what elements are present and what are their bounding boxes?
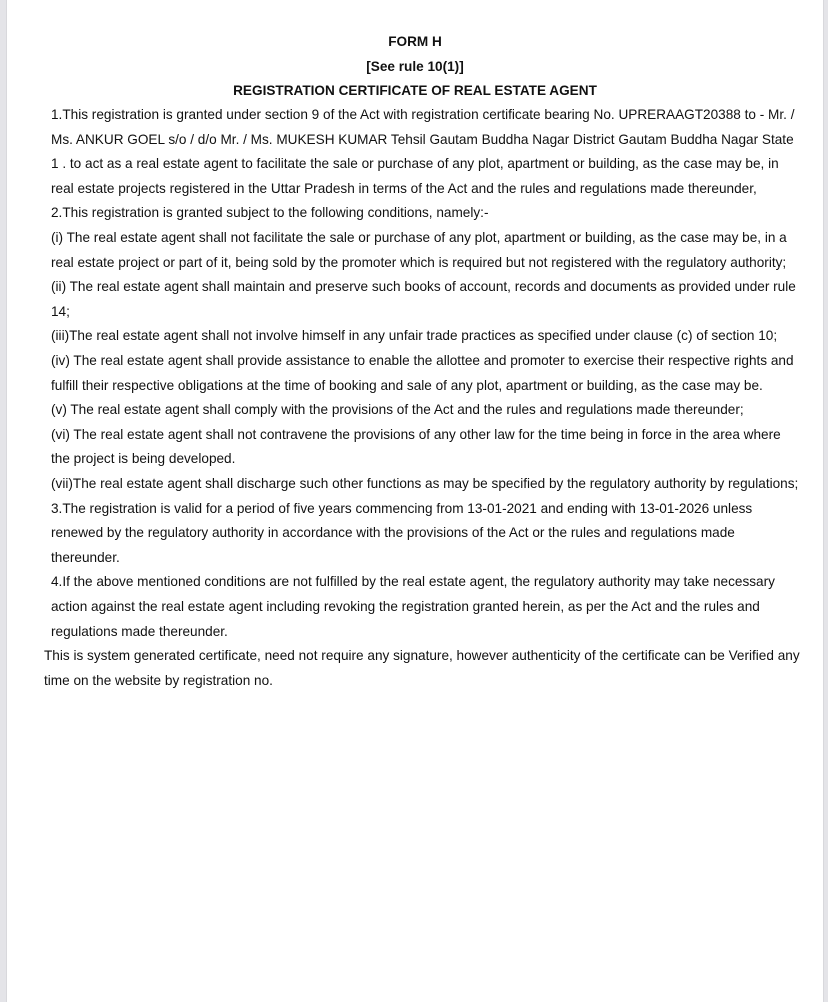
- body-line: 1 . to act as a real estate agent to facilitate the sale or purchase of any plot, apartment or building, as the case may be, in: [51, 156, 779, 172]
- body-line: Ms. ANKUR GOEL s/o / d/o Mr. / Ms. MUKESH KUMAR Tehsil Gautam Buddha Nagar District Gautam Buddha Nagar State: [51, 131, 794, 147]
- footer-note-line: time on the website by registration no.: [44, 672, 273, 688]
- body-line: 14;: [51, 303, 70, 319]
- body-line: 1.This registration is granted under section 9 of the Act with registration certificate bearing No. UPRERAAGT20388 to - Mr. /: [51, 107, 795, 122]
- body-line: (v) The real estate agent shall comply with the provisions of the Act and the rules and regulations made thereunder;: [51, 402, 744, 418]
- certificate-page: [6, 0, 824, 1002]
- body-line: regulations made thereunder.: [51, 623, 228, 639]
- body-line: real estate projects registered in the Uttar Pradesh in terms of the Act and the rules and regulations made thereunder,: [51, 180, 757, 196]
- body-line: (vii)The real estate agent shall discharge such other functions as may be specified by the regulatory authority by regulations;: [51, 476, 799, 491]
- certificate-title: REGISTRATION CERTIFICATE OF REAL ESTATE AGENT: [233, 83, 597, 98]
- body-line: renewed by the regulatory authority in accordance with the provisions of the Act or the rules and regulations made: [51, 525, 735, 541]
- body-line: (vi) The real estate agent shall not contravene the provisions of any other law for the time being in force in the area where: [51, 426, 781, 442]
- form-title: FORM H: [388, 34, 442, 49]
- body-line: (ii) The real estate agent shall maintain and preserve such books of account, records and documents as provided under rule: [51, 279, 796, 295]
- body-line: action against the real estate agent including revoking the registration granted herein, as per the Act and the rules and: [51, 599, 760, 614]
- body-line: fulfill their respective obligations at the time of booking and sale of any plot, apartment or building, as the case may be.: [51, 377, 763, 393]
- body-line: 2.This registration is granted subject to the following conditions, namely:-: [51, 205, 489, 221]
- body-line: (i) The real estate agent shall not facilitate the sale or purchase of any plot, apartment or building, as the case may be, in a: [51, 230, 787, 245]
- body-line: (iv) The real estate agent shall provide assistance to enable the allottee and promoter to exercise their respective rights and: [51, 353, 794, 368]
- body-line: thereunder.: [51, 549, 120, 565]
- body-line: the project is being developed.: [51, 451, 236, 467]
- footer-note-line: This is system generated certificate, need not require any signature, however authenticity of the certificate can be Verified any: [44, 648, 800, 664]
- body-line: (iii)The real estate agent shall not involve himself in any unfair trade practices as specified under clause (c) of section 10;: [51, 328, 778, 344]
- body-line: 3.The registration is valid for a period of five years commencing from 13-01-2021 and ending with 13-01-2026 unless: [51, 500, 753, 516]
- body-line: real estate project or part of it, being sold by the promoter which is required but not registered with the regulatory authority;: [51, 254, 787, 270]
- body-line: 4.If the above mentioned conditions are not fulfilled by the real estate agent, the regulatory authority may take necessary: [51, 574, 775, 590]
- rule-reference: [See rule 10(1)]: [366, 59, 464, 74]
